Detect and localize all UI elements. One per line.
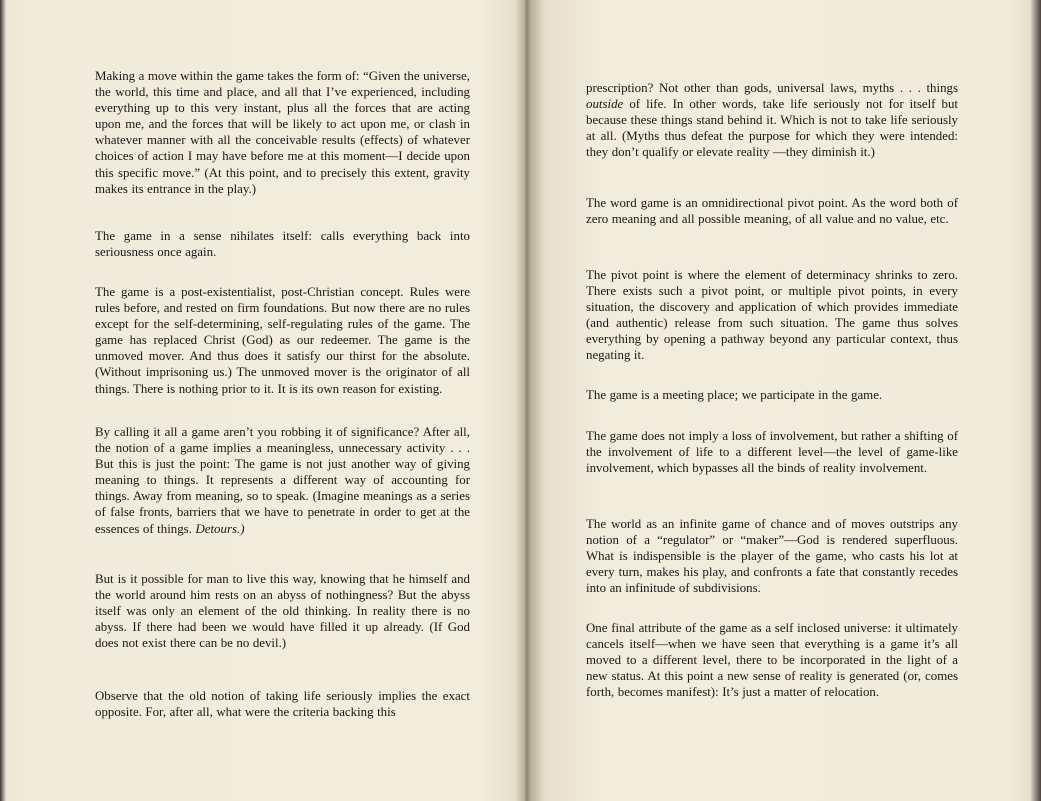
right-paragraph-1-start: prescription? Not other than gods, universal laws, myths . . . things bbox=[586, 81, 958, 95]
left-paragraph-3: The game is a post-existentialist, post-Christian concept. Rules were rules before, and rested on firm foundations. But now there are no rules except for the self-determining, self-regulating rules of the game. The game has replaced Christ (God) as our redeemer. The game is the unmoved mover. And thus does it satisfy our thirst for the absolute. (Without imprisoning us.) The unmoved mover is the originator of all things. There is nothing prior to it. It is its own reason for existing. bbox=[95, 285, 470, 396]
left-paragraph-1: Making a move within the game takes the form of: “Given the universe, the world, this time and place, and all that I’ve experienced, including everything up to this very instant, plus all the forces that are acting upon me, and the forces that will be likely to act upon me, or clash in whatever manner with all the conceivable results (effects) of whatever choices of action I may have before me at this moment—I decide upon this specific move.” (At this point, and to precisely this extent, gravity makes its entrance in the play.) bbox=[95, 69, 470, 196]
right-paragraph-7: One final attribute of the game as a self inclosed universe: it ultimately cancels itself—when we have seen that everything is a game it’s all moved to a different level, there to be incorporated in the light of a new status. At this point a new sense of reality is generated (or, comes forth, becomes manifest): It’s just a matter of relocation. bbox=[586, 621, 958, 700]
right-page bbox=[528, 0, 1041, 801]
right-paragraph-1-italic: outside bbox=[586, 97, 624, 112]
left-paragraph-4-text: By calling it all a game aren’t you robbing it of significance? After all, the notion of a game implies a meaningless, unnecessary activity . . . But this is just the point: The game is not just another way of giving meaning to things. It represents a different way of accounting for things. Away from meaning, so to speak. (Imagine meanings as a series of false fronts, barriers that we have to penetrate in order to get at the essences of things. bbox=[95, 425, 470, 536]
right-paragraph-5: The game does not imply a loss of involvement, but rather a shifting of the involvement of life to a different level—the level of game-like involvement, which bypasses all the binds of reality involvement. bbox=[586, 429, 958, 476]
right-paragraph-4: The game is a meeting place; we participate in the game. bbox=[586, 388, 883, 402]
right-paragraph-3: The pivot point is where the element of determinacy shrinks to zero. There exists such a pivot point, or multiple pivot points, in every situation, the discovery and application of which provides immediate (and authentic) release from such situation. The game thus solves everything by opening a pathway beyond any particular context, thus negating it. bbox=[586, 268, 958, 363]
left-paragraph-5: But is it possible for man to live this way, knowing that he himself and the world around him rests on an abyss of nothingness? But the abyss itself was only an element of the old thinking. In reality there is no abyss. If there had been we would have filled it up already. (If God does not exist there can be no devil.) bbox=[95, 572, 470, 651]
left-paragraph-2: The game in a sense nihilates itself: calls everything back into seriousness once again. bbox=[95, 229, 470, 260]
left-paragraph-4 bbox=[95, 424, 470, 537]
right-paragraph-1-end: of life. In other words, take life seriously not for itself but because these things stand behind it. Which is not to take life seriously at all. (Myths thus defeat the purpose for which they were intended: they don’t qualify or elevate reality —they diminish it.) bbox=[586, 97, 958, 160]
left-paragraph-6: Observe that the old notion of taking life seriously implies the exact opposite. For, after all, what were the criteria backing this bbox=[95, 689, 470, 720]
left-paragraph-4-italic: Detours.) bbox=[195, 521, 245, 536]
right-paragraph-1 bbox=[586, 80, 958, 160]
right-paragraph-2: The word game is an omnidirectional pivot point. As the word both of zero meaning and all possible meaning, of all value and no value, etc. bbox=[586, 196, 958, 227]
right-paragraph-6: The world as an infinite game of chance and of moves outstrips any notion of a “regulator” or “maker”—God is rendered superfluous. What is indispensible is the player of the game, who casts his lot at every turn, makes his play, and confronts a fate that constantly recedes into an infinitude of subdivisions. bbox=[586, 517, 958, 596]
